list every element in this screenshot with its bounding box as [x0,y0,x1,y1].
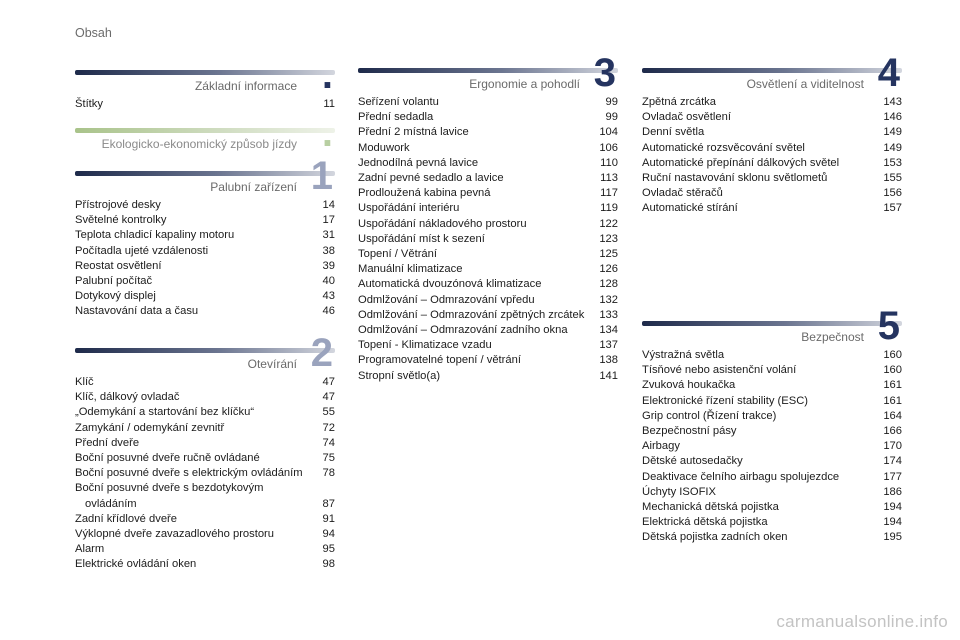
toc-entry-label[interactable]: Alarm [75,543,105,556]
toc-entry-label[interactable]: Grip control (Řízení trakce) [642,409,777,422]
toc-entry-page[interactable]: 161 [883,394,902,407]
toc-entry[interactable] [358,293,618,308]
toc-entry-label[interactable]: Klíč [75,376,94,388]
section-header[interactable] [75,111,335,155]
toc-entry-label[interactable]: Automatické rozsvěcování světel [642,141,805,154]
toc-entry-page[interactable]: 194 [883,501,902,514]
toc-entry[interactable] [75,390,335,405]
toc-entry[interactable] [75,213,335,228]
toc-entry-label[interactable]: Výstražná světla [642,349,725,361]
toc-entry-page[interactable]: 98 [322,558,335,571]
toc-list [75,97,335,112]
section-bezpecnost [642,304,902,546]
toc-entry-page[interactable]: 46 [322,305,335,318]
toc-entry[interactable] [358,232,618,247]
toc-entry[interactable] [642,348,902,363]
toc-entry[interactable] [642,156,902,171]
toc-entry-page[interactable]: 137 [599,339,618,352]
toc-entry-page[interactable]: 149 [883,141,902,154]
toc-entry-label[interactable]: Ruční nastavování sklonu světlometů [642,172,828,185]
toc-entry-page[interactable]: 161 [883,379,902,392]
toc-entry-page[interactable]: 14 [322,199,335,211]
toc-entry[interactable] [642,186,902,201]
toc-entry-page[interactable]: 143 [883,96,902,108]
chapter-number: 5 [877,304,900,348]
toc-entry[interactable] [75,512,335,527]
toc-entry-page[interactable]: 104 [599,126,618,139]
toc-entry[interactable] [642,470,902,485]
toc-entry-page[interactable]: 99 [605,96,618,108]
toc-entry[interactable] [75,375,335,390]
toc-list [75,198,335,320]
toc-entry-label[interactable]: Airbagy [642,440,680,453]
toc-entry-label[interactable]: Manuální klimatizace [358,263,463,276]
toc-entry[interactable] [642,110,902,125]
toc-entry-page[interactable]: 17 [322,214,335,227]
chapter-number: 2 [310,331,333,375]
toc-entry[interactable] [358,201,618,216]
toc-entry[interactable] [75,527,335,542]
toc-list [642,348,902,546]
toc-entry[interactable] [75,421,335,436]
toc-entry-label[interactable]: Reostat osvětlení [75,259,162,272]
toc-entry-page[interactable]: 78 [322,467,335,480]
toc-entry-page[interactable]: 128 [599,278,618,291]
toc-entry-label[interactable]: Dětská pojistka zadních oken [642,531,788,544]
toc-entry[interactable] [75,289,335,304]
toc-entry-label[interactable]: Mechanická dětská pojistka [642,501,779,514]
toc-entry-page[interactable]: 166 [883,425,902,438]
section-header [75,331,335,375]
toc-entry-page[interactable]: 149 [883,126,902,139]
toc-entry[interactable] [75,557,335,572]
toc-entry-label[interactable]: Palubní počítač [75,275,153,288]
toc-entry-label[interactable]: Stropní světlo(a) [358,369,441,382]
chapter-number: 4 [877,51,900,95]
section-title[interactable]: Ekologicko-ekonomický způsob jízdy [101,137,297,151]
section-title: Základní informace [194,79,297,93]
toc-entry[interactable] [642,394,902,409]
toc-entry-label[interactable]: Klíč, dálkový ovladač [75,391,180,404]
toc-entry[interactable] [358,369,618,384]
toc-entry-page[interactable]: 40 [322,275,335,288]
toc-entry[interactable] [358,217,618,232]
toc-entry-label[interactable]: Elektrické ovládání oken [75,558,197,571]
section-header [642,304,902,348]
toc-entry-label[interactable]: Přední sedadla [358,111,434,124]
toc-entry-page[interactable]: 94 [322,528,335,541]
toc-entry[interactable] [642,95,902,110]
section-palubni-zarizeni [75,154,335,320]
toc-entry-page[interactable]: 74 [322,436,335,449]
toc-entry[interactable] [75,228,335,243]
section-header [358,51,618,95]
toc-entry-page[interactable]: 11 [323,98,335,110]
watermark: carmanualsonline.info [776,612,948,631]
toc-entry-label[interactable]: Zvuková houkačka [642,379,736,392]
toc-entry-page[interactable]: 195 [883,531,902,544]
toc-entry-page[interactable]: 134 [599,324,618,337]
toc-entry-label[interactable]: Automatické přepínání dálkových světel [642,156,840,169]
toc-entry-label[interactable]: Elektronické řízení stability (ESC) [642,394,808,407]
toc-entry[interactable] [642,201,902,216]
toc-entry[interactable] [642,454,902,469]
toc-entry[interactable] [75,405,335,420]
toc-entry-page[interactable]: 110 [600,156,618,169]
toc-entry-label[interactable]: Jednodílná pevná lavice [358,156,479,169]
toc-entry-label[interactable]: Zadní křídlové dveře [75,512,177,525]
section-oteviraní [75,331,335,573]
chapter-number: . [321,53,333,97]
toc-entry[interactable] [642,515,902,530]
toc-entry-label[interactable]: Počítadla ujeté vzdálenosti [75,244,209,257]
toc-entry-page[interactable]: 174 [883,455,902,468]
toc-entry-label[interactable]: Uspořádání interiéru [358,202,460,215]
toc-entry-label[interactable]: „Odemykání a startování bez klíčku“ [75,406,255,419]
toc-entry-label[interactable]: Nastavování data a času [75,305,199,318]
toc-entry[interactable] [75,259,335,274]
toc-entry[interactable] [358,323,618,338]
toc-entry-page[interactable]: 194 [883,516,902,529]
toc-entry[interactable] [642,424,902,439]
toc-entry-label[interactable]: Ovladač stěračů [642,187,723,200]
toc-entry[interactable] [75,304,335,319]
toc-entry-page[interactable]: 153 [883,156,902,169]
toc-entry-label[interactable]: Štítky [75,98,103,110]
toc-entry-label[interactable]: Boční posuvné dveře ručně ovládané [75,452,260,465]
toc-entry-label[interactable]: Bezpečnostní pásy [642,425,737,438]
section-header [75,53,335,97]
section-header [75,154,335,198]
toc-entry[interactable] [358,141,618,156]
toc-list [358,95,618,384]
toc-entry-page[interactable]: 141 [599,369,618,382]
toc-list [642,95,902,217]
toc-entry[interactable] [75,198,335,213]
toc-entry-label[interactable]: Elektrická dětská pojistka [642,516,768,529]
toc-entry-page[interactable]: 91 [322,512,335,525]
toc-entry-label[interactable]: Odmlžování – Odmrazování vpředu [358,293,535,306]
toc-entry-page[interactable]: 155 [883,172,902,185]
section-zakladni-informace [75,53,335,112]
toc-entry-page[interactable]: 156 [883,187,902,200]
toc-entry[interactable] [358,156,618,171]
toc-entry[interactable] [642,125,902,140]
toc-entry-page[interactable]: 126 [599,263,618,276]
toc-entry-label[interactable]: Prodloužená kabina pevná [358,187,491,200]
toc-entry[interactable] [642,409,902,424]
toc-entry-page[interactable]: 75 [322,452,335,465]
toc-entry[interactable] [358,262,618,277]
toc-entry-page[interactable]: 47 [322,391,335,404]
toc-entry-label[interactable]: Zadní pevné sedadlo a lavice [358,172,504,185]
toc-entry-label[interactable]: Denní světla [642,126,705,139]
toc-entry-label[interactable]: Odmlžování – Odmrazování zpětných zrcátek [358,308,585,321]
toc-entry-label[interactable]: Dotykový displej [75,290,156,303]
toc-entry-label[interactable]: Výklopné dveře zavazadlového prostoru [75,528,275,541]
toc-entry-page[interactable]: 146 [883,111,902,124]
toc-entry[interactable] [642,500,902,515]
toc-entry[interactable] [75,244,335,259]
toc-entry-label[interactable]: Přední dveře [75,436,140,449]
toc-entry[interactable] [642,439,902,454]
toc-entry-page[interactable]: 123 [599,232,618,245]
toc-entry-page[interactable]: 133 [599,308,618,321]
toc-entry[interactable] [75,436,335,451]
toc-entry-page[interactable]: 177 [883,470,902,483]
toc-entry-page[interactable]: 132 [599,293,618,306]
section-osvetleni-a-viditelnost [642,51,902,217]
section-title: Otevírání [247,357,297,371]
section-title: Ergonomie a pohodlí [469,77,580,91]
toc-entry[interactable] [642,171,902,186]
toc-entry-label[interactable]: Deaktivace čelního airbagu spolujezdce [642,470,840,483]
toc-entry-page[interactable]: 125 [599,248,618,261]
toc-entry-page[interactable]: 117 [600,187,618,200]
toc-entry[interactable] [358,110,618,125]
section-title: Bezpečnost [801,330,864,344]
toc-entry-page[interactable]: 160 [883,364,902,377]
toc-entry[interactable] [642,378,902,393]
toc-entry-page[interactable]: 87 [322,497,335,510]
toc-entry-label[interactable]: Seřízení volantu [358,96,439,108]
toc-entry-page[interactable]: 55 [322,406,335,419]
toc-entry-label[interactable]: Automatické stírání [642,202,738,215]
toc-entry[interactable] [642,485,902,500]
section-title: Osvětlení a viditelnost [746,77,864,91]
toc-entry-label[interactable]: Programovatelné topení / větrání [358,354,521,367]
chapter-number: . [321,111,333,155]
toc-entry-page[interactable]: 72 [322,421,335,434]
toc-list [75,375,335,573]
toc-entry-label[interactable]: Boční posuvné dveře s elektrickým ovládáním [75,467,303,480]
toc-entry-page[interactable]: 170 [883,440,902,453]
toc-entry[interactable] [75,542,335,557]
toc-entry-label[interactable]: Uspořádání nákladového prostoru [358,217,527,230]
toc-entry-page[interactable]: 99 [605,111,618,124]
toc-entry[interactable] [358,353,618,368]
toc-entry-page[interactable]: 160 [883,349,902,361]
toc-entry-label[interactable]: Tísňové nebo asistenční volání [642,364,797,377]
toc-entry-label[interactable]: Úchyty ISOFIX [642,485,716,498]
toc-entry-label[interactable]: Topení - Klimatizace vzadu [358,339,492,352]
chapter-number: 1 [310,154,333,198]
section-eko-jizda [75,111,335,155]
toc-entry[interactable] [358,171,618,186]
toc-entry-label[interactable]: Světelné kontrolky [75,214,167,227]
toc-entry[interactable] [75,451,335,466]
chapter-number: 3 [593,51,616,95]
toc-entry-label[interactable]: Přístrojové desky [75,199,161,211]
toc-entry[interactable] [75,97,335,112]
toc-entry[interactable] [75,466,335,481]
toc-entry-page[interactable]: 47 [322,376,335,388]
toc-entry-page[interactable]: 95 [322,543,335,556]
toc-entry-page[interactable]: 39 [322,259,335,272]
toc-entry-page[interactable]: 138 [599,354,618,367]
toc-entry[interactable] [642,141,902,156]
toc-entry-page[interactable]: 157 [883,202,902,215]
toc-entry-page[interactable]: 38 [322,244,335,257]
toc-entry-page[interactable]: 31 [322,229,335,242]
toc-entry-label[interactable]: Moduwork [358,141,410,154]
section-title: Palubní zařízení [210,180,297,194]
toc-entry[interactable] [358,247,618,262]
section-header [642,51,902,95]
toc-entry-page[interactable]: 186 [883,485,902,498]
toc-entry-label[interactable]: Automatická dvouzónová klimatizace [358,278,542,291]
toc-entry[interactable] [358,95,618,110]
toc-entry-label[interactable]: Zamykání / odemykání zevnitř [75,421,225,434]
toc-entry-page[interactable]: 106 [599,141,618,154]
toc-entry-label[interactable]: Odmlžování – Odmrazování zadního okna [358,324,568,337]
toc-entry-page[interactable]: 164 [883,409,902,422]
toc-entry[interactable] [642,530,902,545]
page-title: Obsah [75,26,112,40]
toc-entry-label[interactable]: Dětské autosedačky [642,455,743,468]
toc-entry[interactable] [358,308,618,323]
toc-entry-label[interactable]: Zpětná zrcátka [642,96,716,108]
toc-entry[interactable] [358,186,618,201]
toc-entry[interactable] [358,277,618,292]
toc-entry-label[interactable]: Uspořádání míst k sezení [358,232,485,245]
toc-entry-page[interactable]: 113 [600,172,618,185]
toc-entry[interactable] [358,125,618,140]
toc-entry-page[interactable]: 119 [600,202,618,215]
toc-entry[interactable] [75,274,335,289]
toc-entry-page[interactable]: 122 [599,217,618,230]
toc-entry[interactable] [75,481,335,511]
toc-entry[interactable] [358,338,618,353]
toc-entry-label[interactable]: Teplota chladicí kapaliny motoru [75,229,235,242]
toc-entry-label[interactable]: Boční posuvné dveře s bezdotykovým ovládáním [75,482,264,510]
section-ergonomie-a-pohodli [358,51,618,384]
toc-entry-label[interactable]: Přední 2 místná lavice [358,126,469,139]
toc-entry-label[interactable]: Ovladač osvětlení [642,111,731,124]
toc-entry-label[interactable]: Topení / Větrání [358,248,437,261]
toc-entry-page[interactable]: 43 [322,290,335,303]
toc-entry[interactable] [642,363,902,378]
